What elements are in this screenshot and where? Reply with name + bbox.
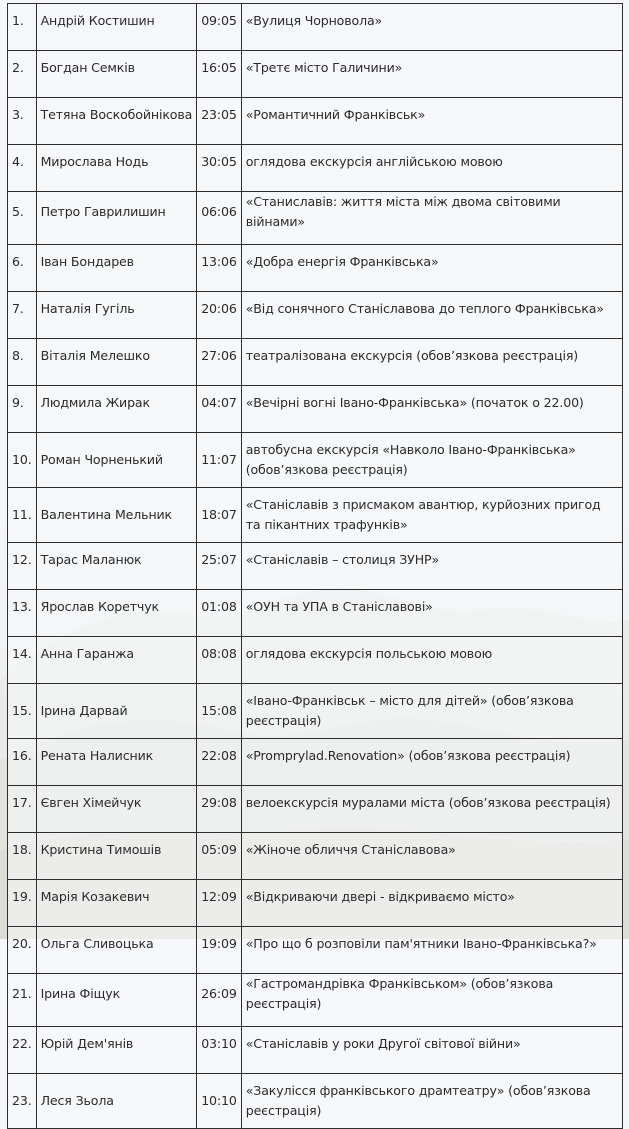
guide-name: Людмила Жирак (36, 386, 197, 433)
guide-name: Валентина Мельник (36, 488, 197, 543)
excursion-date: 30:05 (197, 145, 242, 192)
guide-name: Марія Козакевич (36, 880, 197, 927)
row-number: 18. (8, 833, 37, 880)
excursion-title: «Станіславів у роки Другої світової війни» (241, 1027, 622, 1074)
row-number: 1. (8, 4, 37, 51)
excursion-date: 18:07 (197, 488, 242, 543)
excursion-title: «ОУН та УПА в Станіславові» (241, 590, 622, 637)
table-row (8, 51, 623, 98)
excursion-date: 27:06 (197, 339, 242, 386)
excursion-date: 15:08 (197, 684, 242, 739)
row-number: 14. (8, 637, 37, 684)
table-row (8, 339, 623, 386)
excursion-date: 05:09 (197, 833, 242, 880)
excursion-title: оглядова екскурсія польською мовою (241, 637, 622, 684)
guide-name: Ірина Дарвай (36, 684, 197, 739)
row-number: 4. (8, 145, 37, 192)
table-row (8, 192, 623, 245)
guide-name: Ярослав Коретчук (36, 590, 197, 637)
guide-name: Ірина Фіщук (36, 974, 197, 1027)
excursion-date: 22:08 (197, 739, 242, 786)
guide-name: Іван Бондарев (36, 245, 197, 292)
excursion-date: 06:06 (197, 192, 242, 245)
table-row (8, 4, 623, 51)
excursion-date: 04:07 (197, 386, 242, 433)
guide-name: Віталія Мелешко (36, 339, 197, 386)
row-number: 19. (8, 880, 37, 927)
excursion-schedule-table (7, 3, 623, 1129)
excursion-title: «Про що б розповіли пам'ятники Івано-Франківська?» (241, 927, 622, 974)
excursion-date: 16:05 (197, 51, 242, 98)
guide-name: Роман Чорненький (36, 433, 197, 488)
excursion-title: театралізована екскурсія (обов’язкова реєстрація) (241, 339, 622, 386)
row-number: 22. (8, 1027, 37, 1074)
excursion-title: «Станіславів – столиця ЗУНР» (241, 543, 622, 590)
row-number: 15. (8, 684, 37, 739)
row-number: 9. (8, 386, 37, 433)
row-number: 10. (8, 433, 37, 488)
table-row (8, 927, 623, 974)
guide-name: Кристина Тимошів (36, 833, 197, 880)
guide-name: Тетяна Воскобойнікова (36, 98, 197, 145)
table-row (8, 786, 623, 833)
excursion-date: 19:09 (197, 927, 242, 974)
guide-name: Рената Налисник (36, 739, 197, 786)
row-number: 21. (8, 974, 37, 1027)
table-row (8, 98, 623, 145)
row-number: 12. (8, 543, 37, 590)
excursion-date: 26:09 (197, 974, 242, 1027)
excursion-date: 08:08 (197, 637, 242, 684)
excursion-date: 25:07 (197, 543, 242, 590)
excursion-date: 23:05 (197, 98, 242, 145)
excursion-title: «Жіноче обличчя Станіславова» (241, 833, 622, 880)
row-number: 2. (8, 51, 37, 98)
excursion-title: «Романтичний Франківськ» (241, 98, 622, 145)
guide-name: Леся Зьола (36, 1074, 197, 1129)
excursion-date: 09:05 (197, 4, 242, 51)
excursion-date: 11:07 (197, 433, 242, 488)
excursion-title: оглядова екскурсія англійською мовою (241, 145, 622, 192)
excursion-date: 29:08 (197, 786, 242, 833)
excursion-date: 20:06 (197, 292, 242, 339)
table-row (8, 433, 623, 488)
row-number: 16. (8, 739, 37, 786)
table-row (8, 739, 623, 786)
excursion-title: «Promprylad.Renovation» (обов’язкова реєстрація) (241, 739, 622, 786)
excursion-date: 03:10 (197, 1027, 242, 1074)
row-number: 23. (8, 1074, 37, 1129)
guide-name: Анна Гаранжа (36, 637, 197, 684)
excursion-title: «Вечірні вогні Івано-Франківська» (початок о 22.00) (241, 386, 622, 433)
excursion-title: «Закулісся франківського драмтеатру» (обов’язкова реєстрація) (241, 1074, 622, 1129)
guide-name: Петро Гаврилишин (36, 192, 197, 245)
excursion-title: «Івано-Франківськ – місто для дітей» (обов’язкова реєстрація) (241, 684, 622, 739)
row-number: 7. (8, 292, 37, 339)
excursion-title: «Відкриваючи двері - відкриваємо місто» (241, 880, 622, 927)
row-number: 8. (8, 339, 37, 386)
guide-name: Наталія Гугіль (36, 292, 197, 339)
table-row (8, 590, 623, 637)
row-number: 11. (8, 488, 37, 543)
row-number: 17. (8, 786, 37, 833)
guide-name: Тарас Маланюк (36, 543, 197, 590)
guide-name: Андрій Костишин (36, 4, 197, 51)
excursion-title: автобусна екскурсія «Навколо Івано-Франківська» (обов’язкова реєстрація) (241, 433, 622, 488)
guide-name: Юрій Дем'янів (36, 1027, 197, 1074)
table-row (8, 488, 623, 543)
guide-name: Мирослава Нодь (36, 145, 197, 192)
row-number: 6. (8, 245, 37, 292)
excursion-title: «Станіславів з присмаком авантюр, курйозних пригод та пікантних трафунків» (241, 488, 622, 543)
table-row (8, 974, 623, 1027)
row-number: 3. (8, 98, 37, 145)
table-row (8, 880, 623, 927)
table-row (8, 1074, 623, 1129)
table-row (8, 637, 623, 684)
guide-name: Богдан Семків (36, 51, 197, 98)
excursion-title: «Добра енергія Франківська» (241, 245, 622, 292)
excursion-date: 01:08 (197, 590, 242, 637)
table-row (8, 292, 623, 339)
excursion-date: 13:06 (197, 245, 242, 292)
table-row (8, 386, 623, 433)
excursion-title: «Від сонячного Станіславова до теплого Франківська» (241, 292, 622, 339)
excursion-date: 12:09 (197, 880, 242, 927)
table-row (8, 684, 623, 739)
table-row (8, 543, 623, 590)
guide-name: Євген Хімейчук (36, 786, 197, 833)
excursion-title: «Гастромандрівка Франківськом» (обов’язкова реєстрація) (241, 974, 622, 1027)
table-row (8, 1027, 623, 1074)
excursion-title: «Станиславів: життя міста між двома світовими війнами» (241, 192, 622, 245)
excursion-title: «Вулиця Чорновола» (241, 4, 622, 51)
row-number: 20. (8, 927, 37, 974)
excursion-date: 10:10 (197, 1074, 242, 1129)
table-row (8, 145, 623, 192)
guide-name: Ольга Сливоцька (36, 927, 197, 974)
row-number: 5. (8, 192, 37, 245)
row-number: 13. (8, 590, 37, 637)
table-row (8, 245, 623, 292)
table-row (8, 833, 623, 880)
excursion-title: «Третє місто Галичини» (241, 51, 622, 98)
excursion-title: велоекскурсія муралами міста (обов’язкова реєстрація) (241, 786, 622, 833)
